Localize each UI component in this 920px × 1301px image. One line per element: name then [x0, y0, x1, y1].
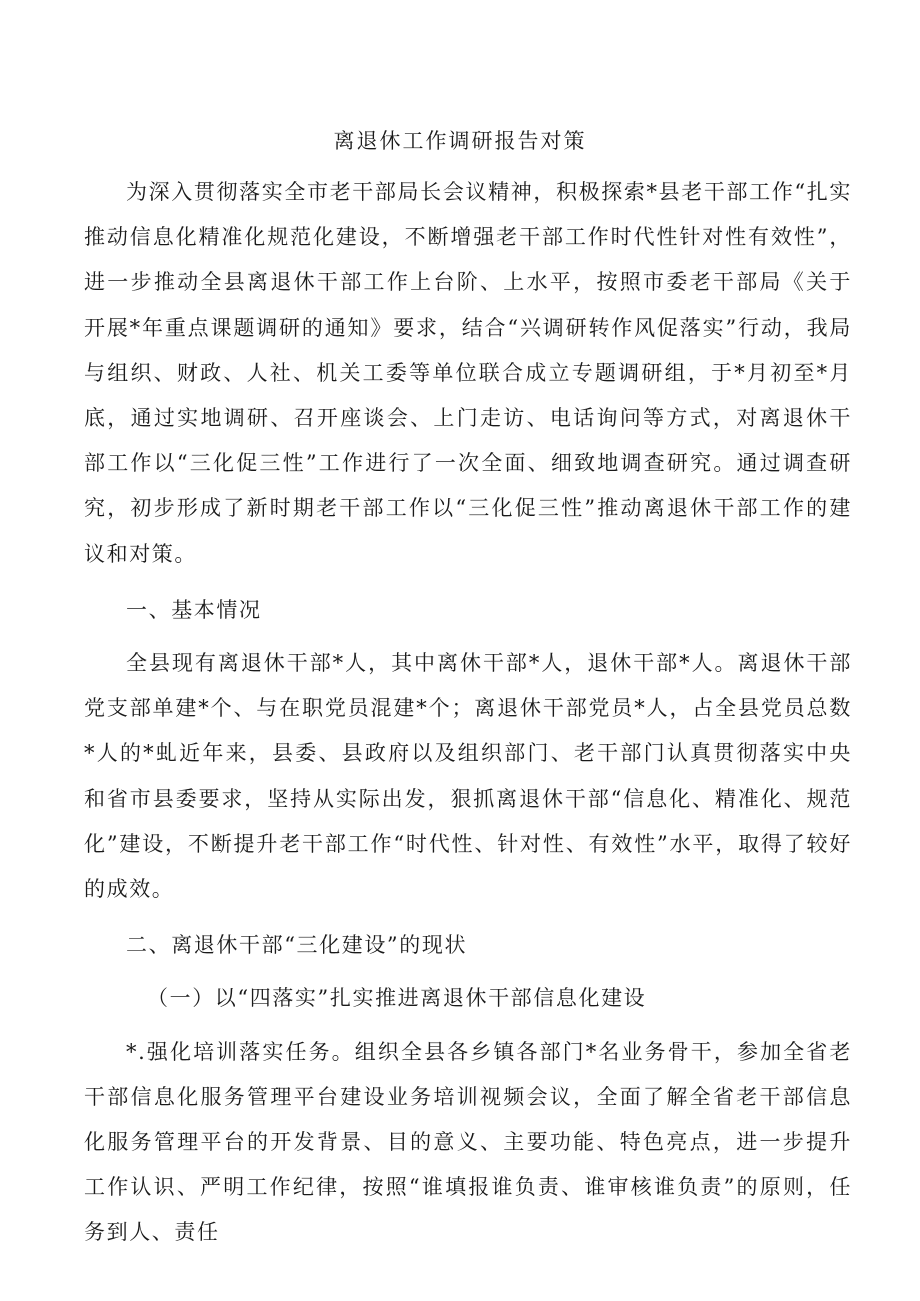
section-1-paragraph: 全县现有离退休干部*人，其中离休干部*人，退休干部*人。离退休干部党支部单建*个、与在职党员混建*个；离退休干部党员*人，占全县党员总数*人的*虬近年来，县委、县政府以及组织部门、老干部门认真贯彻落实中央和省市县委要求，坚持从实际出发，狠抓离退休干部“信息化、精准化、规范化”建设，不断提升老干部工作“时代性、针对性、有效性”水平，取得了较好的成效。 [84, 651, 852, 902]
section-1-heading: 一、基本情况 [126, 597, 262, 622]
intro-paragraph: 为深入贯彻落实全市老干部局长会议精神，积极探索*县老干部工作“扎实推动信息化精准化规范化建设，不断增强老干部工作时代性针对性有效性”，进一步推动全县离退休干部工作上台阶、上水平，按照市委老干部局《关于开展*年重点课题调研的通知》要求，结合“兴调研转作风促落实”行动，我局与组织、财政、人社、机关工委等单位联合成立专题调研组，于*月初至*月底，通过实地调研、召开座谈会、上门走访、电话询问等方式，对离退休干部工作以“三化促三性”工作进行了一次全面、细致地调查研究。通过调查研究，初步形成了新时期老干部工作以“三化促三性”推动离退休干部工作的建议和对策。 [84, 180, 852, 566]
subsection-1-heading: （一）以“四落实”扎实推进离退休干部信息化建设 [147, 986, 647, 1011]
subsection-1-paragraph: *.强化培训落实任务。组织全县各乡镇各部门*名业务骨干，参加全省老干部信息化服务管理平台建设业务培训视频会议，全面了解全省老干部信息化服务管理平台的开发背景、目的意义、主要功能、特色亮点，进一步提升工作认识、严明工作纪律，按照“谁填报谁负责、谁审核谁负责”的原则，任务到人、责任 [84, 1039, 852, 1245]
section-2-heading: 二、离退休干部“三化建设”的现状 [126, 933, 468, 958]
document-title: 离退休工作调研报告对策 [333, 129, 587, 153]
document-body [84, 170, 852, 1256]
